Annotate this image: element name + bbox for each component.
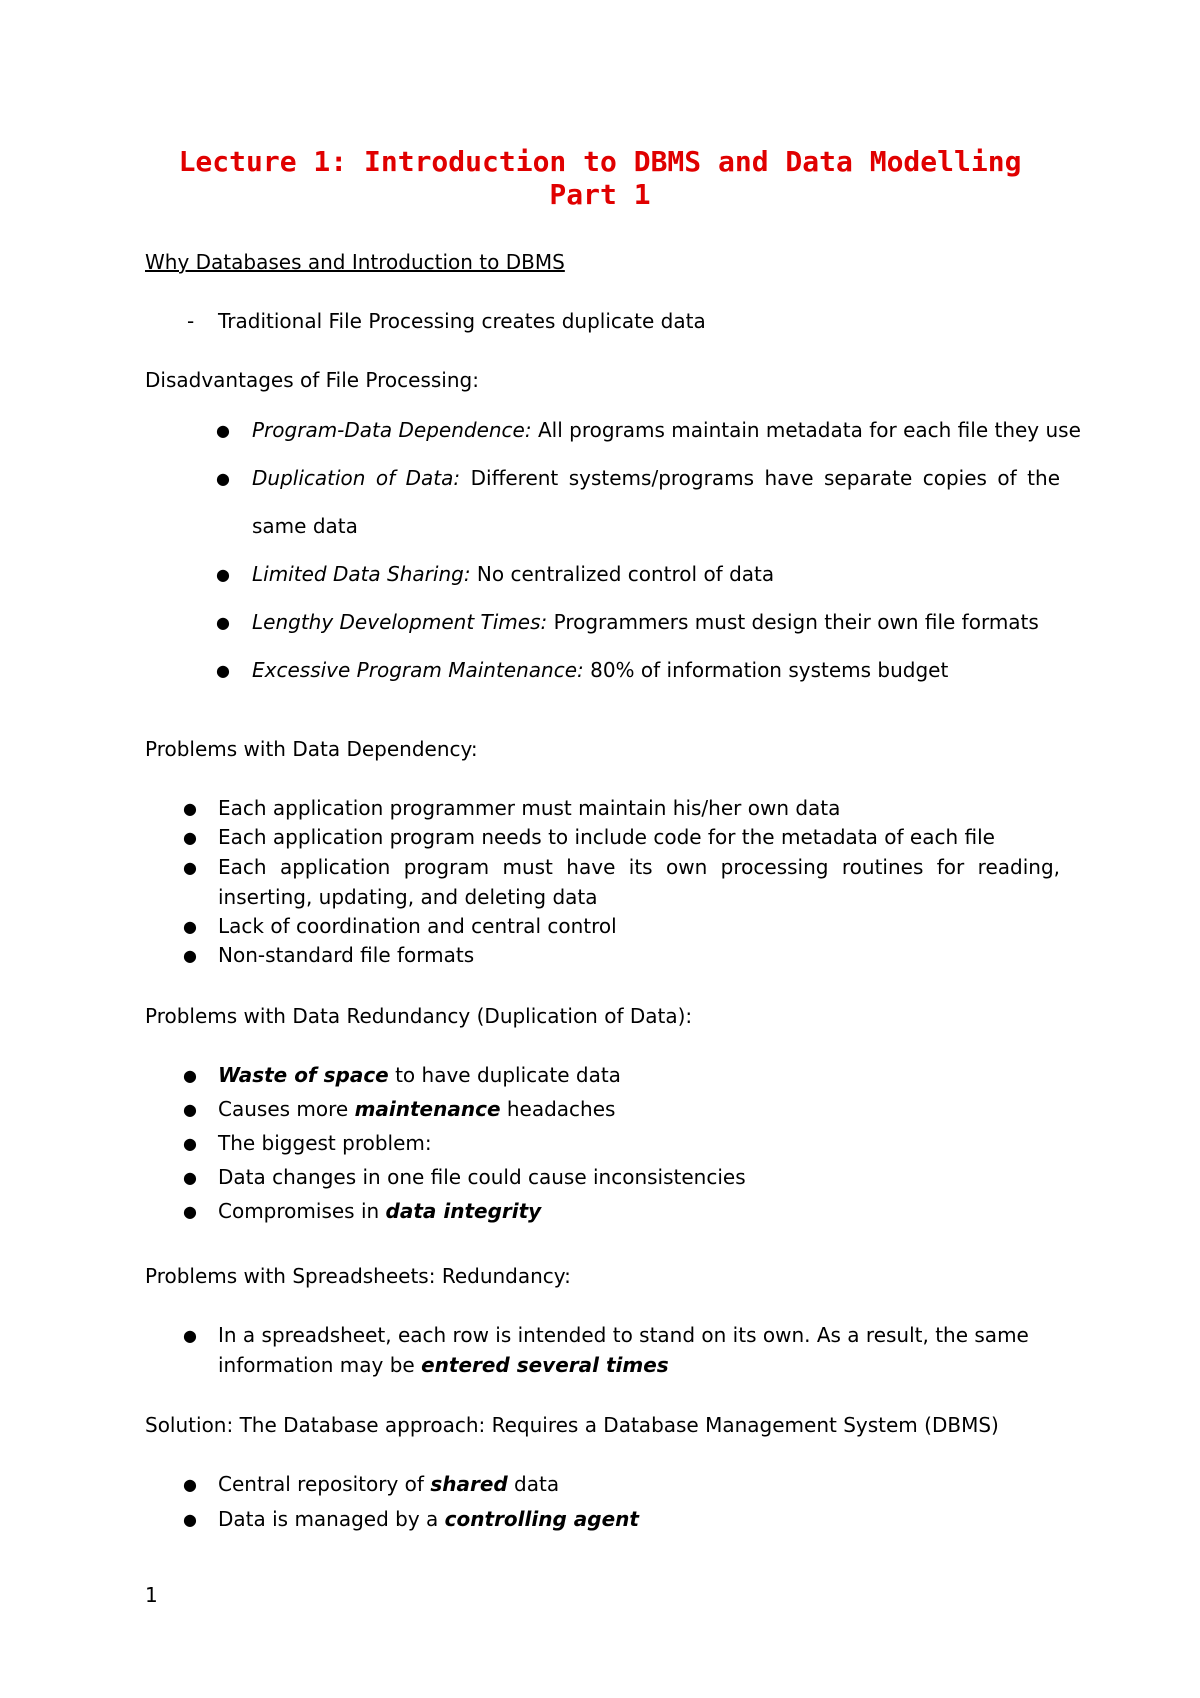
bullet-icon: ● <box>183 828 197 847</box>
item-text: 80% of information systems budget <box>583 658 949 682</box>
list-item: Each application programmer must maintain his/her own data <box>218 796 841 820</box>
bullet-icon: ● <box>183 1168 197 1187</box>
bullet-icon: ● <box>216 469 230 488</box>
list-item: Central repository of shared data <box>218 1472 560 1496</box>
bullet-icon: ● <box>183 799 197 818</box>
bullet-icon: ● <box>216 565 230 584</box>
bullet-icon: ● <box>216 661 230 680</box>
list-item: Lack of coordination and central control <box>218 914 617 938</box>
list-item-traditional-file: Traditional File Processing creates duplicate data <box>218 309 706 333</box>
section-heading-why-databases: Why Databases and Introduction to DBMS <box>145 250 565 274</box>
section-heading-spreadsheets: Problems with Spreadsheets: Redundancy: <box>145 1264 571 1288</box>
item-text: All programs maintain metadata for each file they use <box>531 418 1081 442</box>
list-item: Non-standard file formats <box>218 943 475 967</box>
bullet-icon: ● <box>183 1134 197 1153</box>
bullet-icon: ● <box>183 1100 197 1119</box>
item-text: No centralized control of data <box>470 562 775 586</box>
bullet-icon: ● <box>216 421 230 440</box>
list-item-continuation: inserting, updating, and deleting data <box>218 885 598 909</box>
list-item: The biggest problem: <box>218 1131 432 1155</box>
bullet-icon: ● <box>183 1326 197 1345</box>
list-item-limited-data-sharing <box>252 561 774 587</box>
bullet-icon: ● <box>216 613 230 632</box>
item-text: Different systems/programs have separate copies of the <box>460 466 1060 490</box>
item-term: Limited Data Sharing: <box>252 562 471 586</box>
list-item-program-data-dependence <box>252 417 1081 443</box>
item-term: Excessive Program Maintenance: <box>252 658 584 682</box>
item-term: Duplication of Data: <box>252 466 461 490</box>
section-heading-data-redundancy: Problems with Data Redundancy (Duplication of Data): <box>145 1004 693 1028</box>
bullet-icon: ● <box>183 1066 197 1085</box>
section-heading-solution: Solution: The Database approach: Requires a Database Management System (DBMS) <box>145 1413 999 1437</box>
item-term: Program-Data Dependence: <box>252 418 532 442</box>
item-text: Programmers must design their own file formats <box>547 610 1039 634</box>
bullet-icon: ● <box>183 917 197 936</box>
list-item: Data is managed by a controlling agent <box>218 1507 639 1531</box>
bullet-icon: ● <box>183 946 197 965</box>
list-item: Each application program needs to include code for the metadata of each file <box>218 825 995 849</box>
list-item: Each application program must have its own processing routines for reading, <box>218 855 1060 879</box>
page-number: 1 <box>145 1583 158 1607</box>
list-item: Compromises in data integrity <box>218 1199 542 1223</box>
bullet-icon: ● <box>183 858 197 877</box>
list-item: Data changes in one file could cause inconsistencies <box>218 1165 746 1189</box>
title-line-2: Part 1 <box>549 178 651 211</box>
page-title <box>0 145 1200 211</box>
item-term: Lengthy Development Times: <box>252 610 548 634</box>
list-item-lengthy-development <box>252 609 1039 635</box>
dash-marker: - <box>187 309 195 333</box>
list-item-continuation: same data <box>252 514 358 538</box>
list-item-excessive-maintenance <box>252 657 948 683</box>
bullet-icon: ● <box>183 1475 197 1494</box>
bullet-icon: ● <box>183 1510 197 1529</box>
list-item: Causes more maintenance headaches <box>218 1097 616 1121</box>
list-item: Waste of space to have duplicate data <box>218 1063 621 1087</box>
section-heading-disadvantages: Disadvantages of File Processing: <box>145 368 479 392</box>
list-item: In a spreadsheet, each row is intended to stand on its own. As a result, the same <box>218 1323 1029 1347</box>
list-item-continuation: information may be entered several times <box>218 1353 669 1377</box>
list-item-duplication-of-data <box>252 465 1060 491</box>
title-line-1: Lecture 1: Introduction to DBMS and Data Modelling <box>178 145 1022 178</box>
bullet-icon: ● <box>183 1202 197 1221</box>
section-heading-data-dependency: Problems with Data Dependency: <box>145 737 478 761</box>
